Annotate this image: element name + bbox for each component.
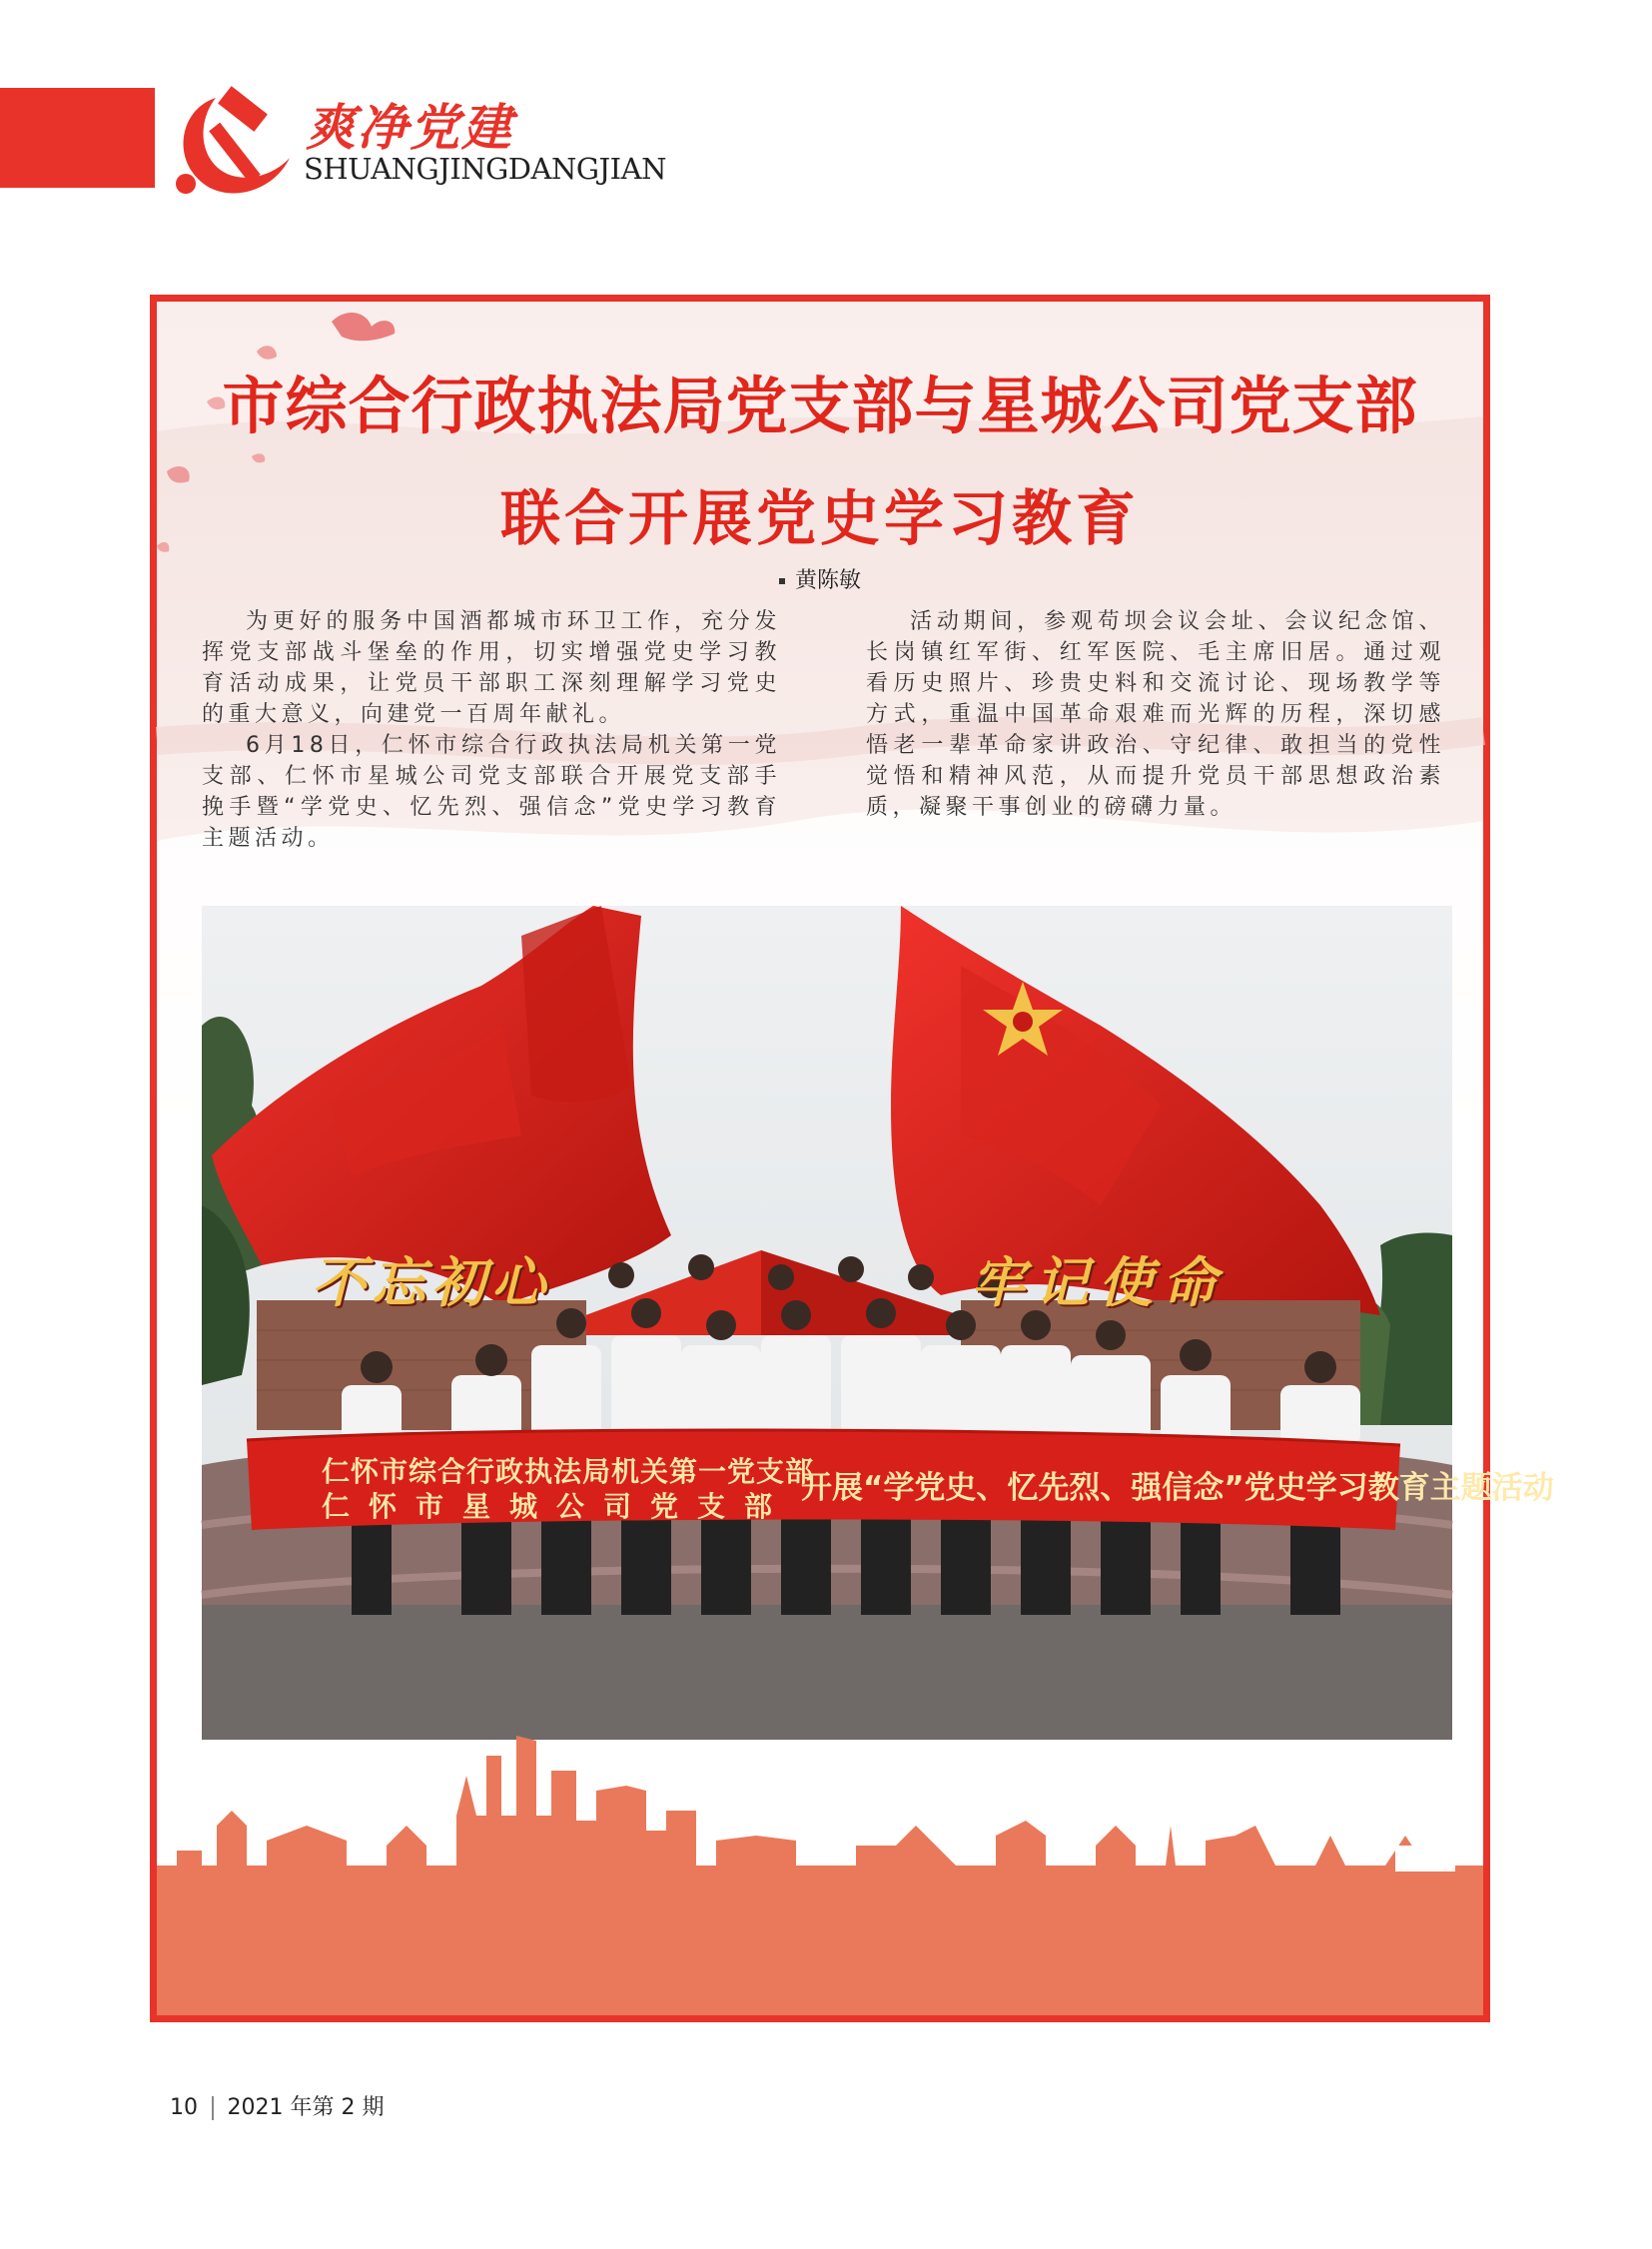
paragraph: 为更好的服务中国酒都城市环卫工作，充分发挥党支部战斗堡垒的作用，切实增强党史学习教育活动成果，让党员干部职工深刻理解学习党史的重大意义，向建党一百周年献礼。	[202, 609, 781, 727]
banner-line1: 仁怀市综合行政执法局机关第一党支部	[322, 1455, 815, 1488]
banner-line2: 仁怀市星城公司党支部	[322, 1490, 792, 1523]
author-name: 黄陈敏	[794, 568, 861, 593]
bullet-icon	[779, 578, 785, 584]
article-column-right	[866, 606, 1445, 823]
issue-label: 2021 年第 2 期	[227, 2095, 385, 2120]
group-photo-illustration	[202, 906, 1452, 1740]
magazine-subtitle: SHUANGJINGDANGJIAN	[304, 152, 666, 186]
group-photo	[202, 906, 1554, 1740]
page-footer	[170, 2090, 384, 2121]
party-emblem-icon	[158, 80, 308, 205]
monument-inscription-right: 牢记使命	[971, 1250, 1227, 1314]
article-column-left	[202, 606, 781, 854]
article-title-line1: 市综合行政执法局党支部与星城公司党支部	[222, 370, 1418, 442]
article-title-line2: 联合开展党史学习教育	[500, 484, 1140, 554]
header-red-band	[0, 88, 155, 188]
monument-inscription-left: 不忘初心	[312, 1250, 551, 1314]
city-skyline-decoration	[157, 1716, 1483, 2015]
article-author	[157, 563, 1483, 594]
magazine-title: 爽净党建	[306, 99, 513, 157]
paragraph: 6月18日，仁怀市综合行政执法局机关第一党支部、仁怀市星城公司党支部联合开展党支部手挽手暨“学党史、忆先烈、强信念”党史学习教育主题活动。	[202, 733, 781, 851]
footer-divider	[212, 2096, 214, 2120]
paragraph: 活动期间，参观苟坝会议会址、会议纪念馆、长岗镇红军街、红军医院、毛主席旧居。通过观看历史照片、珍贵史料和交流讨论、现场教学等方式，重温中国革命艰难而光辉的历程，深切感悟老一辈革命家讲政治、守纪律、敢担当的党性觉悟和精神风范，从而提升党员干部思想政治素质，凝聚干事创业的磅礴力量。	[866, 609, 1445, 820]
article-frame	[150, 295, 1554, 2022]
page-number: 10	[170, 2095, 198, 2120]
banner-main-text: 开展“学党史、忆先烈、强信念”党史学习教育主题活动	[801, 1470, 1554, 1506]
